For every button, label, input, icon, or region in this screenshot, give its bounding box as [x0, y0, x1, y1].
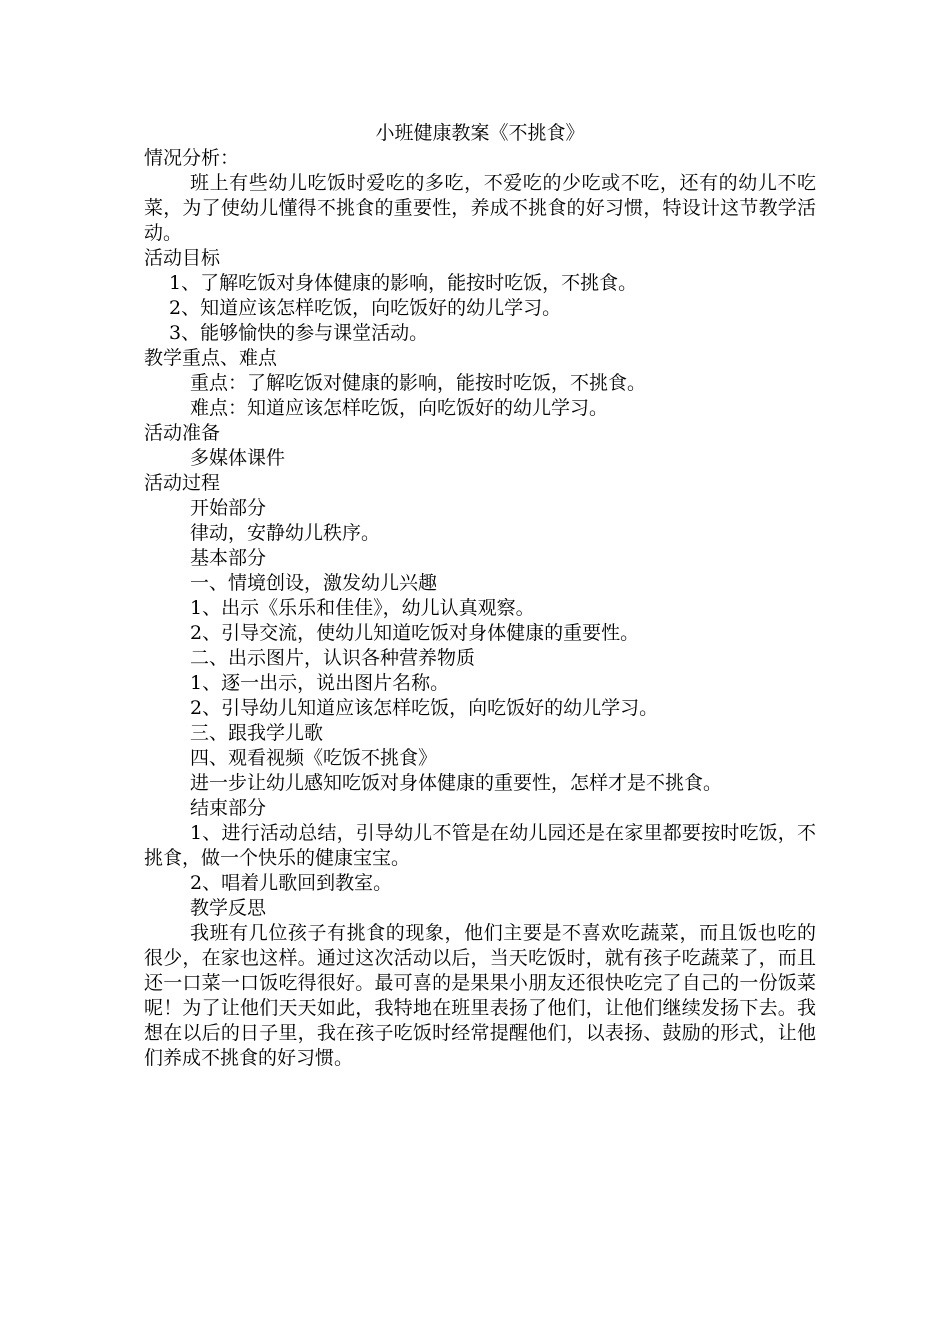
situation-heading: 情况分析： [144, 147, 240, 169]
process-line: 结束部分 [190, 797, 267, 819]
process-line: 三、跟我学儿歌 [190, 722, 324, 744]
document-body [144, 121, 816, 1071]
process-line: 一、情境创设，激发幼儿兴趣 [190, 572, 438, 594]
process-line: 2、引导交流，使幼儿知道吃饭对身体健康的重要性。 [190, 622, 640, 644]
process-line: 四、观看视频《吃饭不挑食》 [190, 747, 438, 769]
goal-item: 1、了解吃饭对身体健康的影响，能按时吃饭，不挑食。 [169, 272, 638, 294]
key-point-item: 重点：了解吃饭对健康的影响，能按时吃饭，不挑食。 [190, 372, 647, 394]
process-line: 开始部分 [190, 497, 267, 519]
ending-item-1: 1、进行活动总结，引导幼儿不管是在幼儿园还是在家里都要按时吃饭，不挑食，做一个快乐的健康宝宝。 [144, 822, 816, 869]
reflection-paragraph: 我班有几位孩子有挑食的现象，他们主要是不喜欢吃蔬菜，而且饭也吃的很少，在家也这样。通过这次活动以后，当天吃饭时，就有孩子吃蔬菜了，而且还一口菜一口饭吃得很好。最可喜的是果果小朋友还很快吃完了自己的一份饭菜呢！为了让他们天天如此，我特地在班里表扬了他们，让他们继续发扬下去。我想在以后的日子里，我在孩子吃饭时经常提醒他们，以表扬、鼓励的形式，让他们养成不挑食的好习惯。 [144, 922, 816, 1069]
goals-heading: 活动目标 [144, 247, 221, 269]
goal-item: 2、知道应该怎样吃饭，向吃饭好的幼儿学习。 [169, 297, 562, 319]
ending-item-2: 2、唱着儿歌回到教室。 [190, 872, 393, 894]
process-line: 基本部分 [190, 547, 267, 569]
process-line: 二、出示图片，认识各种营养物质 [190, 647, 476, 669]
goal-item: 3、能够愉快的参与课堂活动。 [169, 322, 429, 344]
situation-paragraph: 班上有些幼儿吃饭时爱吃的多吃，不爱吃的少吃或不吃，还有的幼儿不吃菜，为了使幼儿懂得不挑食的重要性，养成不挑食的好习惯，特设计这节教学活动。 [144, 172, 816, 244]
process-line: 律动，安静幼儿秩序。 [190, 522, 381, 544]
process-line: 1、逐一出示，说出图片名称。 [190, 672, 450, 694]
key-point-item: 难点：知道应该怎样吃饭，向吃饭好的幼儿学习。 [190, 397, 609, 419]
reflection-heading: 教学反思 [190, 897, 267, 919]
preparation-text: 多媒体课件 [190, 447, 286, 469]
preparation-heading: 活动准备 [144, 422, 221, 444]
process-line: 进一步让幼儿感知吃饭对身体健康的重要性，怎样才是不挑食。 [190, 772, 723, 794]
process-heading: 活动过程 [144, 472, 221, 494]
process-line: 2、引导幼儿知道应该怎样吃饭，向吃饭好的幼儿学习。 [190, 697, 659, 719]
process-line: 1、出示《乐乐和佳佳》，幼儿认真观察。 [190, 597, 535, 619]
document-title: 小班健康教案《不挑食》 [375, 122, 585, 144]
key-points-heading: 教学重点、难点 [144, 347, 278, 369]
